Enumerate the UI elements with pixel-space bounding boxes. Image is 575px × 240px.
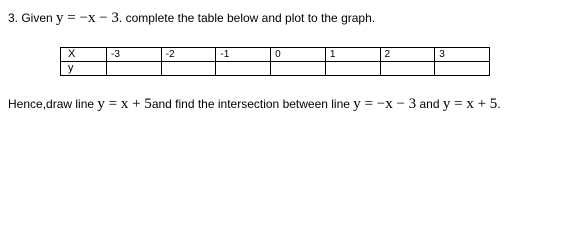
hence-text (8, 96, 501, 112)
value-table (60, 47, 490, 76)
x-cell: -2 (161, 48, 216, 62)
x-cell: 3 (435, 48, 490, 62)
first-equation: y = −x − 3 (353, 96, 417, 112)
y-cell[interactable] (325, 62, 380, 76)
x-cell: 1 (325, 48, 380, 62)
line-equation: y = x + 5 (97, 96, 152, 112)
question-prefix: 3. Given (8, 11, 57, 25)
x-cell: 2 (380, 48, 435, 62)
y-cell[interactable] (107, 62, 162, 76)
question-instruction: . complete the table below and plot to the graph. (118, 11, 376, 25)
hence-prefix: Hence,draw line (8, 97, 98, 111)
hence-middle: and find the intersection between line (151, 97, 354, 111)
given-equation: y = −x − 3 (56, 10, 119, 26)
y-row (61, 62, 490, 76)
x-cell: 0 (271, 48, 326, 62)
x-row (61, 48, 490, 62)
y-cell[interactable] (161, 62, 216, 76)
x-row-label: X (61, 48, 107, 62)
second-equation: y = x + 5 (442, 96, 498, 112)
y-cell[interactable] (216, 62, 271, 76)
x-cell: -3 (107, 48, 162, 62)
question-text (8, 10, 375, 26)
hence-end: . (497, 97, 501, 111)
x-cell: -1 (216, 48, 271, 62)
y-row-label: y (61, 62, 107, 76)
y-cell[interactable] (380, 62, 435, 76)
y-cell[interactable] (271, 62, 326, 76)
y-cell[interactable] (435, 62, 490, 76)
hence-conjunction: and (416, 97, 443, 111)
